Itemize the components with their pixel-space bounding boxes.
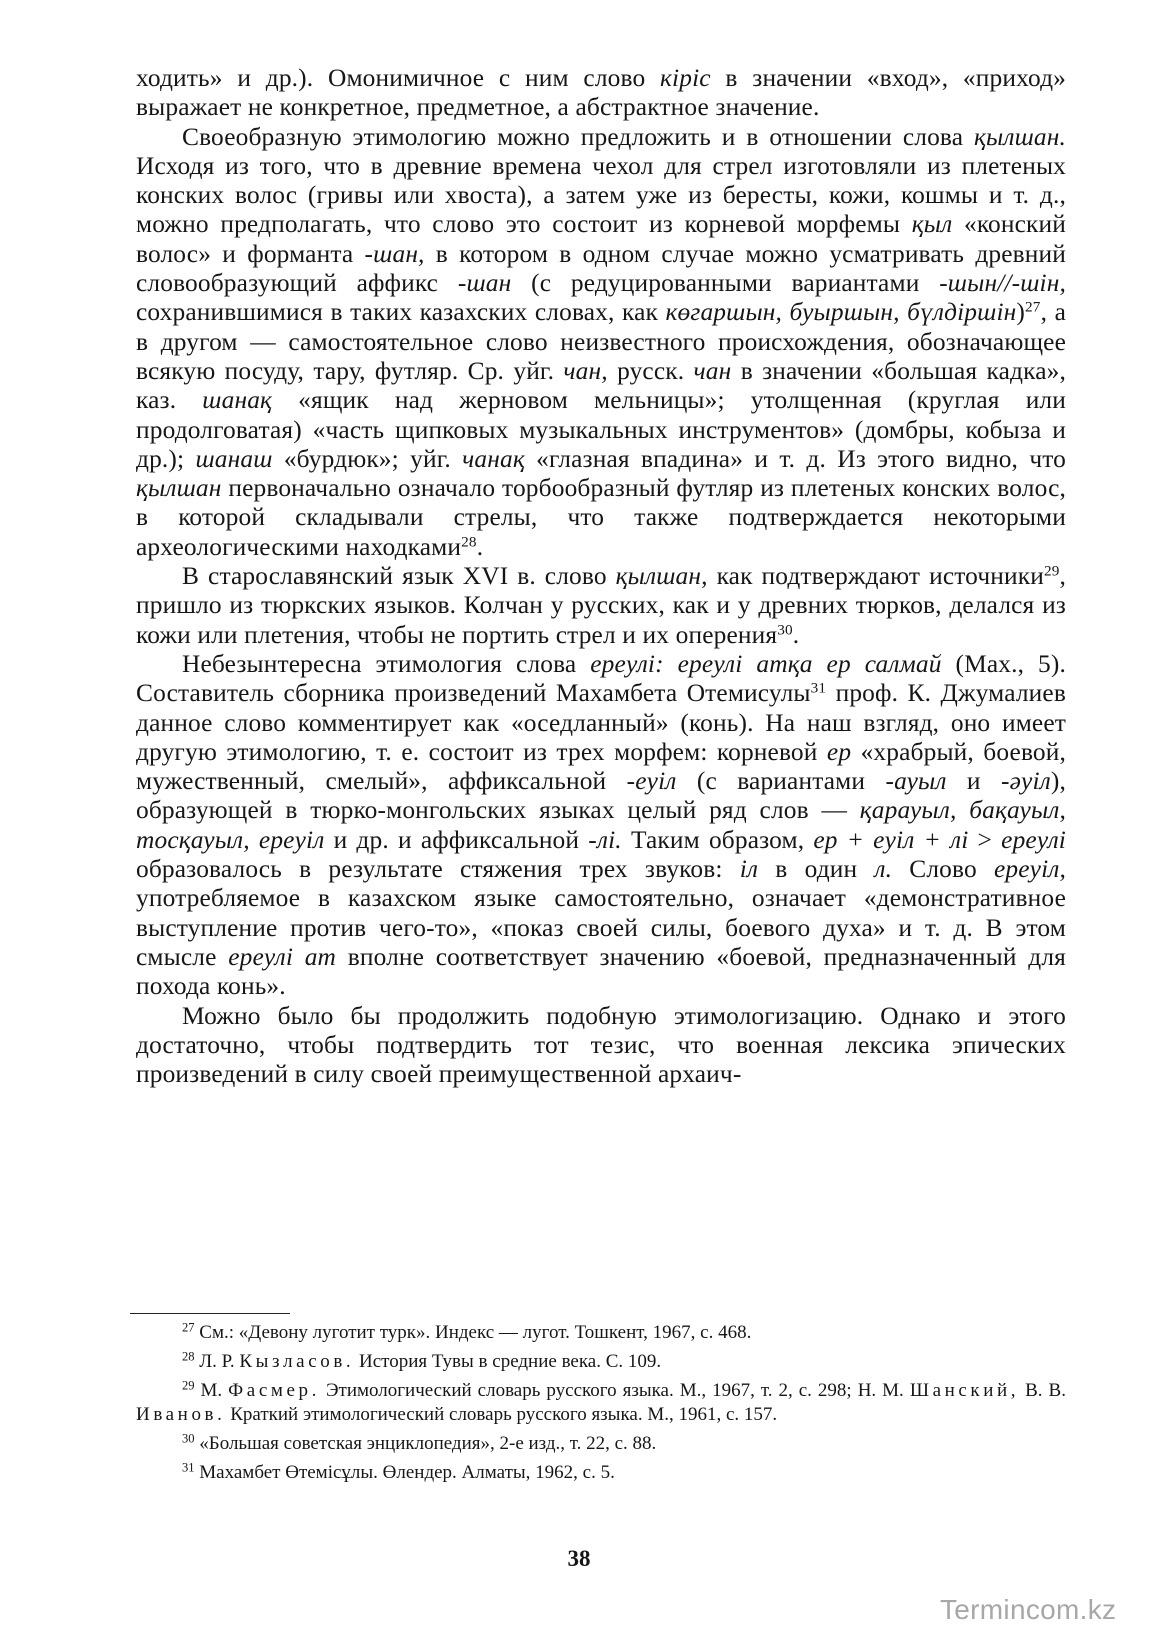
footnote-ref: 28 (461, 533, 477, 551)
text-run: употребляемое в казахском языке самостоятельно, означает «демонстративное выступление против чего-то», «показ своей силы, боевого духа» и т. д. В этом смысле (136, 884, 1066, 971)
author-name: Шанский, (909, 1379, 1020, 1401)
author-name: Фасмер. (228, 1379, 320, 1401)
text-run: первоначально означало торбообразный футляр из плетеных конских волос, в которой складывали стрелы, что также подтверждается некоторыми археологическими находками (136, 474, 1066, 561)
footnote (136, 1350, 1066, 1375)
italic-term: ереулі ат (228, 942, 337, 971)
body-text (136, 64, 1066, 1089)
text-run: В старославянский язык XVI в. слово (182, 562, 616, 591)
italic-term: -әуіл (1001, 767, 1051, 796)
text-run: > (968, 825, 1002, 854)
footnotes (136, 1321, 1066, 1490)
text-run: См.: «Девону луготит турк». Индекс — лугот. Тошкент, 1967, с. 468. (194, 1322, 752, 1343)
paragraph (136, 1002, 1066, 1090)
text-run: (с вариантами (676, 767, 886, 796)
text-run: «глазная впадина» и т. д. Из этого видно, что (524, 444, 1066, 473)
text-run: (Мах., 5). Составитель сборника произведений Махамбета Отемисулы (136, 649, 1066, 708)
text-run: проф. К. Джумалиев данное слово комментирует как «оседланный» (конь). На наш взгляд, оно имеет другую этимологию, т. е. состоит из трех морфем: корневой (136, 679, 1066, 766)
text-run: Своеобразную этимологию можно предложить и в отношении слова (182, 122, 974, 151)
italic-term: -шан (457, 269, 512, 298)
text-run: сохранившимися в таких казахских словах, как (136, 298, 666, 327)
footnote (136, 1461, 1066, 1486)
paragraph (136, 562, 1066, 650)
text-run: ходить» и др.). Омонимичное с ним слово (136, 64, 661, 92)
text-run: «конский волос» и форманта (136, 210, 1066, 268)
italic-term: қылшан. (974, 122, 1066, 151)
italic-term: чан (693, 356, 732, 385)
text-run: . (792, 620, 800, 649)
text-run: и (946, 767, 1002, 796)
footnote (136, 1379, 1066, 1429)
text-run: , пришло из тюркских языков. Колчан у русских, как и у древних тюрков, делался из кожи или плетения, чтобы не портить стрел и их оперения (136, 562, 1067, 649)
text-run: как подтверждают источники (707, 562, 1044, 591)
footnote (136, 1432, 1066, 1457)
page-number: 38 (567, 1546, 591, 1571)
text-run: Этимологический словарь русского языка. М., 1967, т. 2, с. 298; Н. М. (319, 1379, 910, 1401)
italic-term: қылшан (136, 474, 222, 503)
watermark-logo: Termincom.kz (940, 1594, 1117, 1625)
italic-term: чанақ (462, 444, 525, 473)
italic-term: -ауыл (885, 767, 947, 796)
italic-term: ереулі (1001, 825, 1067, 854)
text-run: в один (758, 855, 875, 884)
text-run: ), образующей в тюрко-монгольских языках целый ряд слов — (136, 767, 1066, 825)
italic-term: ереуіл, (993, 855, 1067, 884)
footnote-ref: 27 (182, 1320, 195, 1335)
paragraph (136, 123, 1066, 562)
footnote-separator (130, 1313, 290, 1314)
author-name: Иванов. (136, 1404, 226, 1426)
text-run: в значении «вход», «приход» выражает не конкретное, предметное, а абстрактное значение. (136, 64, 1066, 122)
italic-term: -шан, (364, 239, 425, 268)
italic-term: -еуіл (626, 767, 677, 796)
text-run: Небезынтересна этимология слова (182, 649, 591, 678)
text-run: русск. (607, 356, 694, 385)
text-run: . (476, 532, 484, 561)
italic-term: ер + еуіл + лі (813, 825, 969, 854)
italic-term: қылшан, (615, 562, 708, 591)
footnote-ref: 28 (182, 1349, 195, 1364)
text-run: Слово (892, 855, 994, 884)
italic-term: шанақ (202, 386, 273, 415)
italic-term: -лі. (588, 825, 622, 854)
text-run: «Большая советская энциклопедия», 2-е изд., т. 22, с. 88. (194, 1433, 657, 1455)
footnote-ref: 31 (182, 1460, 195, 1475)
text-run: «бурдюк»; уйг. (272, 444, 463, 473)
text-run: ) (1016, 298, 1026, 327)
text-run: Л. Р. (194, 1350, 240, 1372)
footnote-ref: 31 (810, 679, 827, 697)
text-run: В. В. (1019, 1379, 1066, 1401)
text-run: Можно было бы продолжить подобную этимологизацию. Однако и этого достаточно, чтобы подтвердить тот тезис, что военная лексика эпических произведений в силу своей преимущественной архаич- (136, 1001, 1066, 1089)
paragraph (136, 64, 1066, 123)
footnote-ref: 29 (1043, 562, 1060, 580)
italic-term: кіріс (660, 64, 711, 92)
author-name: Кызласов. (239, 1350, 355, 1372)
text-run: Таким образом, (621, 825, 814, 854)
text-run: вполне соответствует значению «боевой, предназначенный для похода конь». (136, 942, 1066, 1001)
footnote-ref: 29 (182, 1378, 195, 1393)
text-run: , а в другом — самостоятельное слово неизвестного происхождения, обозначающее всякую посуду, тару, футляр. Ср. уйг. (136, 298, 1066, 385)
footnote (136, 1321, 1066, 1346)
italic-term: чан, (563, 356, 608, 385)
italic-term: қыл (911, 210, 953, 239)
footnote-ref: 27 (1025, 299, 1041, 316)
italic-term: іл (739, 855, 759, 884)
text-run: «храбрый, боевой, мужественный, смелый», аффиксальной (136, 737, 1066, 796)
italic-term: л. (874, 855, 893, 884)
text-run: Махамбет Өтемісұлы. Өлендер. Алматы, 1962, с. 5. (194, 1461, 615, 1483)
italic-term: қарауыл, бақауыл, тосқауыл, ереуіл (136, 796, 1067, 854)
italic-term: -шын//-шін, (939, 269, 1066, 298)
italic-term: көгаршын, буыршын, бүлдіршін (665, 298, 1017, 327)
text-run: М. (194, 1379, 229, 1401)
text-run: в котором в одном случае можно усматривать древний словообразующий аффикс (136, 239, 1067, 298)
paragraph (136, 650, 1066, 1002)
text-run: История Тувы в средние века. С. 109. (354, 1350, 662, 1372)
text-run: (с редуцированными вариантами (511, 269, 940, 298)
italic-term: ер (826, 737, 852, 766)
italic-term: ереулі: ереулі атқа ер салмай (590, 649, 942, 678)
text-run: «ящик над жерновом мельницы»; утолщенная (круглая или продолговатая) «часть щипковых музыкальных инструментов» (домбры, кобыза и др.); (136, 386, 1066, 473)
text-run: Исходя из того, что в древние времена чехол для стрел изготовляли из плетеных конских волос (гривы или хвоста), а затем уже из бересты, кожи, кошмы и т. д., можно предполагать, что слово это состоит из корневой морфемы (136, 151, 1066, 239)
italic-term: шанаш (195, 444, 273, 473)
footnote-ref: 30 (182, 1431, 195, 1446)
text-run: образовалось в результате стяжения трех звуков: (136, 855, 740, 884)
text-run: и др. и аффиксальной (324, 825, 589, 854)
footnote-ref: 30 (777, 621, 793, 639)
text-run: в значении «большая кадка», каз. (136, 356, 1066, 415)
text-run: Краткий этимологический словарь русского языка. М., 1961, с. 157. (225, 1404, 778, 1426)
